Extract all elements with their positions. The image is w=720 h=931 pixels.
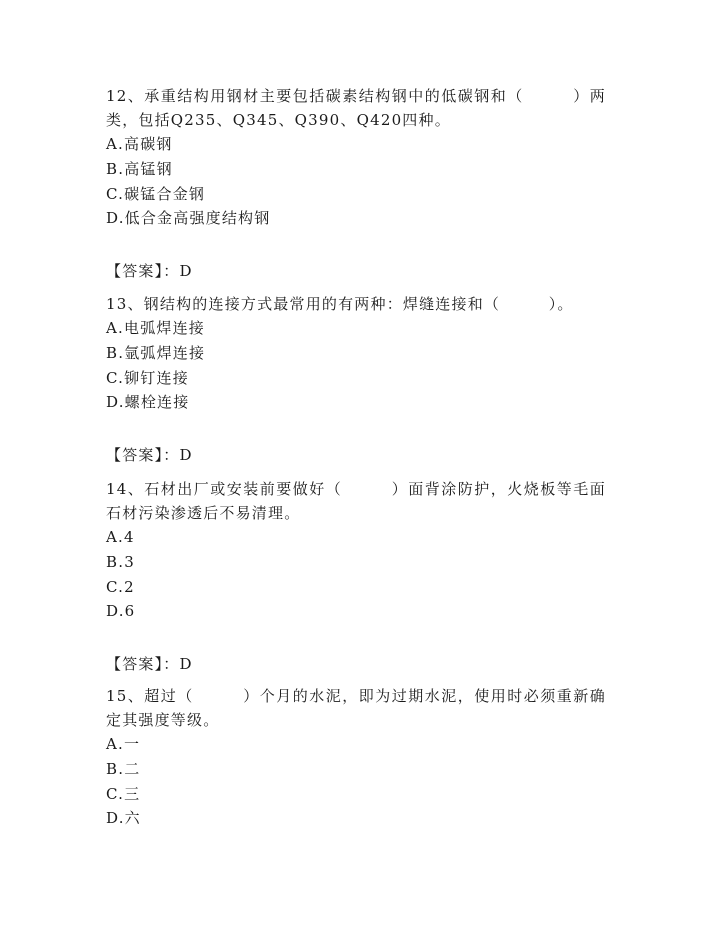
option-b: B.二 bbox=[106, 759, 141, 778]
question-stem: 15、超过（ ）个月的水泥，即为过期水泥，使用时必须重新确定其强度等级。 bbox=[106, 687, 606, 729]
question-15 bbox=[106, 684, 606, 831]
option-c: C.三 bbox=[106, 784, 141, 803]
option-c: C.铆钉连接 bbox=[106, 368, 189, 387]
option-b: B.氩弧焊连接 bbox=[106, 343, 206, 362]
question-13 bbox=[106, 292, 606, 467]
answer-label: 【答案】：D bbox=[106, 655, 193, 674]
question-stem: 13、钢结构的连接方式最常用的有两种：焊缝连接和（ ）。 bbox=[106, 295, 574, 313]
option-c: C.2 bbox=[106, 577, 135, 596]
option-a: A.高碳钢 bbox=[106, 135, 173, 153]
option-c: C.碳锰合金钢 bbox=[106, 184, 206, 203]
answer-label: 【答案】：D bbox=[106, 446, 193, 465]
option-a: A.电弧焊连接 bbox=[106, 319, 206, 337]
question-stem: 14、石材出厂或安装前要做好（ ）面背涂防护，火烧板等毛面石材污染渗透后不易清理。 bbox=[106, 480, 606, 522]
answer-label: 【答案】：D bbox=[106, 262, 193, 281]
option-a: A.4 bbox=[106, 528, 135, 546]
option-b: B.高锰钢 bbox=[106, 159, 173, 178]
question-14 bbox=[106, 477, 606, 676]
option-a: A.一 bbox=[106, 735, 141, 753]
question-12 bbox=[106, 84, 606, 283]
option-d: D.6 bbox=[106, 602, 136, 621]
option-d: D.螺栓连接 bbox=[106, 393, 190, 412]
option-b: B.3 bbox=[106, 552, 135, 571]
option-d: D.低合金高强度结构钢 bbox=[106, 209, 271, 228]
question-stem: 12、承重结构用钢材主要包括碳素结构钢中的低碳钢和（ ）两类，包括Q235、Q345、Q390、Q420四种。 bbox=[106, 87, 606, 129]
option-d: D.六 bbox=[106, 809, 141, 828]
